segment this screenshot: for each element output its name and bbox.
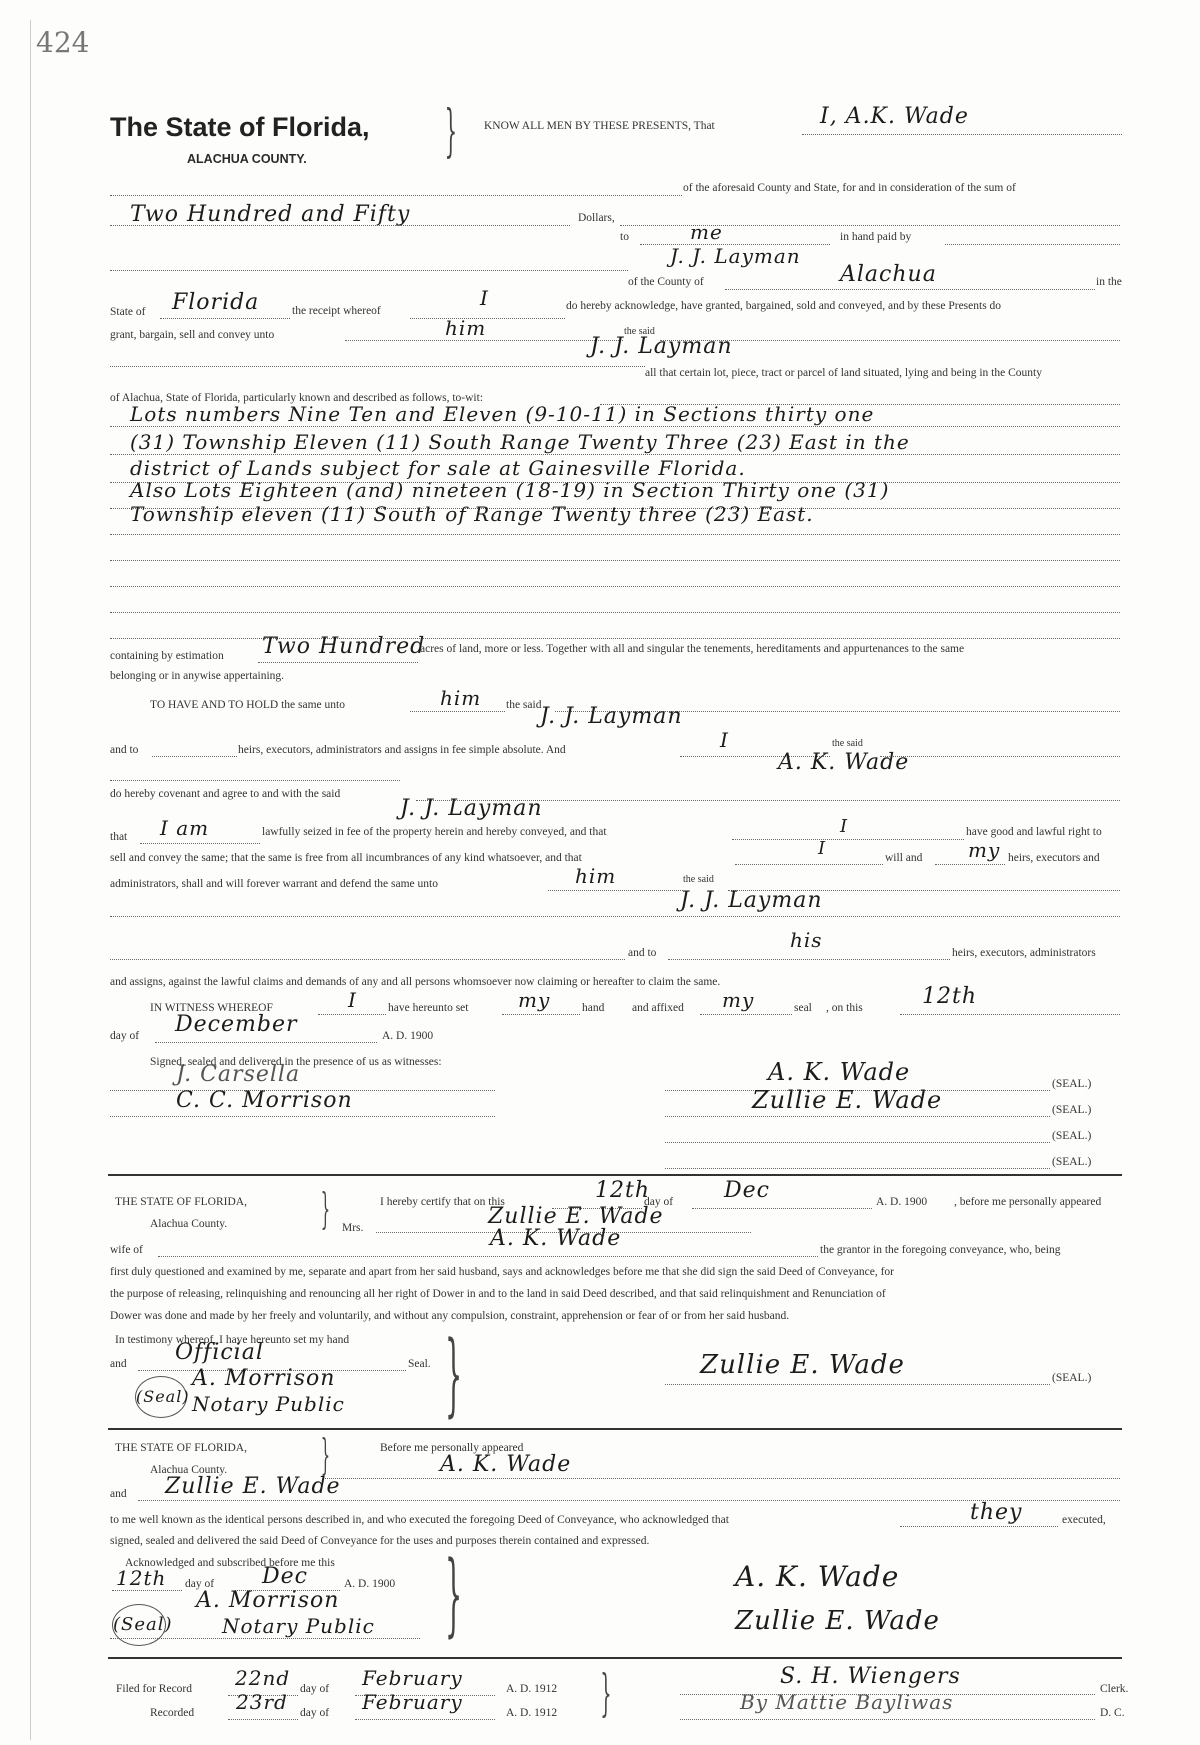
witness-day-line — [900, 1014, 1120, 1015]
witness-pronoun: I — [348, 988, 357, 1012]
clerk-label: Clerk. — [1100, 1683, 1129, 1695]
witness-my-line-1 — [502, 1014, 580, 1015]
witness-month: December — [175, 1012, 298, 1037]
witness-2: C. C. Morrison — [176, 1088, 353, 1113]
ack-they-line — [900, 1526, 1058, 1527]
wife-signature: Zullie E. Wade — [752, 1086, 943, 1114]
ack-name-1: A. K. Wade — [440, 1452, 572, 1477]
receipt-line — [410, 318, 565, 319]
blank-line — [110, 959, 625, 960]
testimony-text: In testimony whereof, I have hereunto set my hand — [115, 1334, 350, 1346]
grantor-text: the grantor in the foregoing conveyance, who, being — [820, 1244, 1061, 1256]
that-label: that — [110, 831, 128, 843]
will-and-label: will and — [885, 852, 923, 864]
ack-executed: executed, — [1062, 1514, 1106, 1526]
section-divider-2 — [108, 1428, 1122, 1430]
dower-notary-name: A. Morrison — [192, 1366, 336, 1391]
in-hand-label: in hand paid by — [840, 231, 912, 243]
ack-day-line — [112, 1590, 182, 1591]
grantor-signature: A. K. Wade — [768, 1058, 911, 1086]
wife-name: Zullie E. Wade — [488, 1204, 664, 1229]
seal-text: Seal. — [408, 1358, 431, 1370]
in-witness-label: IN WITNESS WHEREOF — [150, 1002, 273, 1014]
grantor-name: I, A.K. Wade — [820, 104, 969, 129]
seal-word: seal — [794, 1002, 812, 1014]
of-alachua-text: of Alachua, State of Florida, particularly known and described as follows, to-wit: — [110, 392, 484, 404]
description-line-2: (31) Township Eleven (11) South Range Twenty Three (23) East in the — [130, 430, 910, 454]
witness-pronoun-line — [318, 1014, 386, 1015]
recorded-day-line — [228, 1719, 298, 1720]
dower-month-line — [692, 1208, 872, 1209]
header-brace: } — [444, 99, 458, 164]
dollars-label: Dollars, — [578, 212, 615, 224]
description-line-1: Lots numbers Nine Ten and Eleven (9-10-11) in Sections thirty one — [130, 402, 875, 426]
husband-name: A. K. Wade — [490, 1226, 622, 1251]
and-to-label: and to — [110, 744, 139, 756]
description-rule — [110, 454, 1120, 455]
husband-line — [158, 1256, 818, 1257]
state-heading: The State of Florida, — [110, 112, 370, 142]
heirs-exec-2-label: heirs, executors, administrators — [952, 947, 1096, 959]
witness-2-line — [110, 1116, 495, 1117]
witness-my-2: my — [722, 988, 755, 1012]
seal-label-2: (SEAL.) — [1052, 1104, 1092, 1116]
description-line-3: district of Lands subject for sale at Gainesville Florida. — [130, 456, 746, 480]
on-this-label: , on this — [826, 1002, 863, 1014]
testimony-and: and — [110, 1358, 127, 1370]
deputy-line — [680, 1719, 1095, 1720]
deputy-name: By Mattie Bayliwas — [740, 1690, 954, 1714]
recorded-month: February — [362, 1690, 463, 1714]
hand-label: hand — [582, 1002, 605, 1014]
affixed-label: and affixed — [632, 1002, 684, 1014]
ack-signature-2: Zullie E. Wade — [735, 1606, 940, 1636]
signature-line-2 — [665, 1116, 1050, 1117]
blank-line — [880, 756, 1120, 757]
filed-label: Filed for Record — [116, 1683, 193, 1695]
and-to-line — [152, 756, 237, 757]
testimony-brace: } — [445, 1322, 463, 1427]
recorded-label: Recorded — [150, 1707, 195, 1719]
seal-label-3: (SEAL.) — [1052, 1130, 1092, 1142]
dower-signature-line — [665, 1384, 1050, 1385]
heirs-exec-label: heirs, executors and — [1008, 852, 1100, 864]
and-to-2-label: and to — [628, 947, 657, 959]
county-line — [725, 289, 1095, 290]
blank-line — [110, 780, 400, 781]
receipt-pronoun: I — [480, 286, 489, 310]
dower-seal-label: (SEAL.) — [1052, 1372, 1092, 1384]
dower-county: Alachua County. — [150, 1218, 228, 1230]
seal-label-4: (SEAL.) — [1052, 1156, 1092, 1168]
dower-month: Dec — [724, 1178, 770, 1203]
ack-line-1: to me well known as the identical persons described in, and who executed the foregoing Deed of Conveyance, who acknowledged that — [110, 1514, 729, 1526]
ack-subscribed: Acknowledged and subscribed before me this — [125, 1557, 335, 1569]
all-that-text: all that certain lot, piece, tract or parcel of land situated, lying and being in the County — [645, 367, 1042, 379]
know-all-text: KNOW ALL MEN BY THESE PRESENTS, That — [484, 120, 715, 132]
notary-seal-mark: (Seal) — [135, 1376, 187, 1418]
signature-line-4 — [665, 1168, 1050, 1169]
ack-name-2: Zullie E. Wade — [165, 1474, 341, 1499]
dower-certify: I hereby certify that on this — [380, 1196, 505, 1208]
wife-of-label: wife of — [110, 1244, 143, 1256]
seized-line — [732, 839, 964, 840]
of-county-label: of the County of — [628, 276, 704, 288]
page-number: 424 — [36, 26, 90, 59]
sell-pronoun: I — [818, 838, 827, 859]
description-rule — [110, 612, 1120, 613]
seized-text: lawfully seized in fee of the property herein and hereby conveyed, and that — [262, 826, 607, 838]
covenant-grantee: J. J. Layman — [400, 796, 543, 821]
habendum-grantor: A. K. Wade — [778, 750, 910, 775]
state-line — [160, 318, 290, 319]
ack-notary-name: A. Morrison — [196, 1588, 340, 1613]
unto-name: him — [445, 316, 487, 340]
description-line-5: Township eleven (11) South of Range Twenty three (23) East. — [130, 502, 814, 526]
recorded-day-of: day of — [300, 1707, 330, 1719]
the-said-label: the said — [624, 326, 655, 337]
receipt-label: the receipt whereof — [292, 305, 381, 317]
in-the-label: in the — [1096, 276, 1122, 288]
to-label: to — [620, 231, 629, 243]
ack-state: THE STATE OF FLORIDA, — [115, 1442, 247, 1454]
seized-pronoun: I — [840, 816, 849, 837]
ack-notary-line — [110, 1638, 420, 1639]
amount-line — [110, 225, 570, 226]
covenant-text: do hereby covenant and agree to and with the said — [110, 788, 341, 800]
section-divider-1 — [108, 1174, 1122, 1176]
to-whom: me — [690, 220, 723, 244]
ack-notary-title: Notary Public — [222, 1614, 375, 1638]
aforesaid-text: of the aforesaid County and State, for and in consideration of the sum of — [683, 182, 1016, 194]
state-name: Florida — [172, 290, 260, 315]
description-rule — [110, 534, 1120, 535]
habendum-unto: him — [440, 686, 482, 710]
assigns-text: and assigns, against the lawful claims and demands of any and all persons whomsoever now claiming or hereafter to claim the same. — [110, 976, 721, 988]
witness-1: J. Carsella — [176, 1062, 301, 1087]
dower-para-3: Dower was done and made by her freely and voluntarily, and without any compulsion, constraint, apprehension or fear of or from her said husband. — [110, 1310, 790, 1322]
recorded-ad: A. D. 1912 — [506, 1707, 558, 1719]
ack-ad: A. D. 1900 — [344, 1578, 396, 1590]
filed-day-of: day of — [300, 1683, 330, 1695]
dc-label: D. C. — [1100, 1707, 1125, 1719]
dower-ad: A. D. 1900 — [876, 1196, 928, 1208]
have-set-label: have hereunto set — [388, 1002, 469, 1014]
unto-line — [345, 340, 623, 341]
ack-day: 12th — [116, 1566, 167, 1590]
description-line-4: Also Lots Eighteen (and) nineteen (18-19) in Section Thirty one (31) — [130, 478, 890, 502]
witness-my-line-2 — [700, 1014, 792, 1015]
description-rule — [110, 426, 1120, 427]
county-name: Alachua — [840, 262, 937, 287]
habendum-line — [410, 711, 505, 712]
section-divider-3 — [108, 1657, 1122, 1659]
ack-county: Alachua County. — [150, 1464, 228, 1476]
witness-day: 12th — [922, 984, 978, 1009]
habendum-pronoun: I — [720, 728, 729, 752]
mrs-label: Mrs. — [342, 1222, 364, 1234]
dower-day-of: day of — [644, 1196, 674, 1208]
ack-month: Dec — [262, 1564, 308, 1589]
defend-the-said: the said — [683, 874, 714, 885]
ack-seal-brace: } — [445, 1542, 463, 1647]
belonging-text: belonging or in anywise appertaining. — [110, 670, 285, 682]
ack-brace: } — [320, 1430, 331, 1479]
containing-label: containing by estimation — [110, 650, 224, 662]
official-text: Official — [175, 1340, 264, 1365]
payer-line-2 — [110, 270, 628, 271]
amount-written: Two Hundred and Fifty — [130, 202, 411, 227]
margin-rule — [30, 20, 31, 1740]
ack-day-of: day of — [185, 1578, 215, 1590]
filed-ad: A. D. 1912 — [506, 1683, 558, 1695]
witness-my-1: my — [518, 988, 551, 1012]
dower-brace: } — [320, 1184, 331, 1233]
blank-line — [110, 195, 682, 196]
witness-ad: A. D. 1900 — [382, 1030, 434, 1042]
acreage-value: Two Hundred — [262, 634, 426, 659]
grantor-line — [802, 134, 1122, 135]
grantee-line — [110, 366, 645, 367]
ack-and: and — [110, 1488, 127, 1500]
blank-line — [110, 916, 1120, 917]
acreage-line — [258, 662, 418, 663]
his-text: his — [790, 928, 823, 952]
acknowledge-text: do hereby acknowledge, have granted, bargained, sold and conveyed, and by these Presents do — [566, 300, 1002, 312]
dower-notary-title: Notary Public — [192, 1392, 345, 1416]
have-good-text: have good and lawful right to — [966, 826, 1102, 838]
ack-line-2: signed, sealed and delivered the said Deed of Conveyance for the uses and purposes therein contained and expressed. — [110, 1535, 650, 1547]
my-text: my — [968, 838, 1001, 862]
filed-month: February — [362, 1666, 463, 1690]
witness-month-line — [155, 1042, 377, 1043]
ack-they: they — [970, 1500, 1023, 1525]
description-rule — [110, 586, 1120, 587]
grantee-name: J. J. Layman — [590, 334, 733, 359]
signed-sealed-text: Signed, sealed and delivered in the presence of us as witnesses: — [150, 1056, 442, 1068]
state-of-label: State of — [110, 306, 146, 318]
signature-line-3 — [665, 1142, 1050, 1143]
i-am-line — [140, 843, 260, 844]
payer-name: J. J. Layman — [670, 244, 801, 268]
his-line — [668, 959, 950, 960]
payer-line-1 — [945, 244, 1120, 245]
acres-text: acres of land, more or less. Together with all and singular the tenements, hereditaments and appurtenances to the same — [420, 643, 965, 655]
ack-before: Before me personally appeared — [380, 1442, 524, 1454]
habendum-the-said: the said — [506, 699, 542, 711]
dower-before-me: , before me personally appeared — [954, 1196, 1102, 1208]
recorded-month-line — [355, 1719, 495, 1720]
day-of-label: day of — [110, 1030, 140, 1042]
defend-unto: him — [575, 864, 617, 888]
dower-para-2: the purpose of releasing, relinquishing and renouncing all her right of Dower in and to the land in said Deed described, and that said relinquishment and Renunciation of — [110, 1288, 886, 1300]
dower-para-1: first duly questioned and examined by me, separate and apart from her said husband, says and acknowledges before me that she did sign the said Deed of Conveyance, for — [110, 1266, 894, 1278]
defend-grantee: J. J. Layman — [680, 888, 823, 913]
clerk-name: S. H. Wiengers — [780, 1664, 961, 1689]
defend-line — [548, 890, 683, 891]
filed-day: 22nd — [235, 1666, 291, 1690]
i-am-text: I am — [160, 816, 210, 840]
filing-brace: } — [600, 1664, 612, 1722]
seal-label-1: (SEAL.) — [1052, 1078, 1092, 1090]
heirs-text: heirs, executors, administrators and assigns in fee simple absolute. And — [238, 744, 566, 756]
administrators-text: administrators, shall and will forever warrant and defend the same unto — [110, 878, 438, 890]
to-have-text: TO HAVE AND TO HOLD the same unto — [150, 699, 345, 711]
ack-seal-mark: (Seal) — [112, 1604, 166, 1646]
description-rule — [110, 560, 1120, 561]
dower-state: THE STATE OF FLORIDA, — [115, 1196, 247, 1208]
habendum-grantee: J. J. Layman — [540, 704, 683, 729]
grant-bargain-text: grant, bargain, sell and convey unto — [110, 329, 275, 341]
ack-name-1-line — [325, 1478, 1120, 1479]
my-line — [935, 864, 1005, 865]
dower-day: 12th — [595, 1178, 651, 1203]
dower-signature: Zullie E. Wade — [700, 1350, 905, 1380]
county-heading: ALACHUA COUNTY. — [187, 152, 307, 166]
recorded-day: 23rd — [236, 1690, 288, 1714]
sell-line — [735, 864, 883, 865]
ack-signature-1: A. K. Wade — [735, 1560, 900, 1593]
sell-convey-text: sell and convey the same; that the same is free from all incumbrances of any kind whatsoever, and that — [110, 852, 582, 864]
habendum-the-said-2: the said — [832, 738, 863, 749]
